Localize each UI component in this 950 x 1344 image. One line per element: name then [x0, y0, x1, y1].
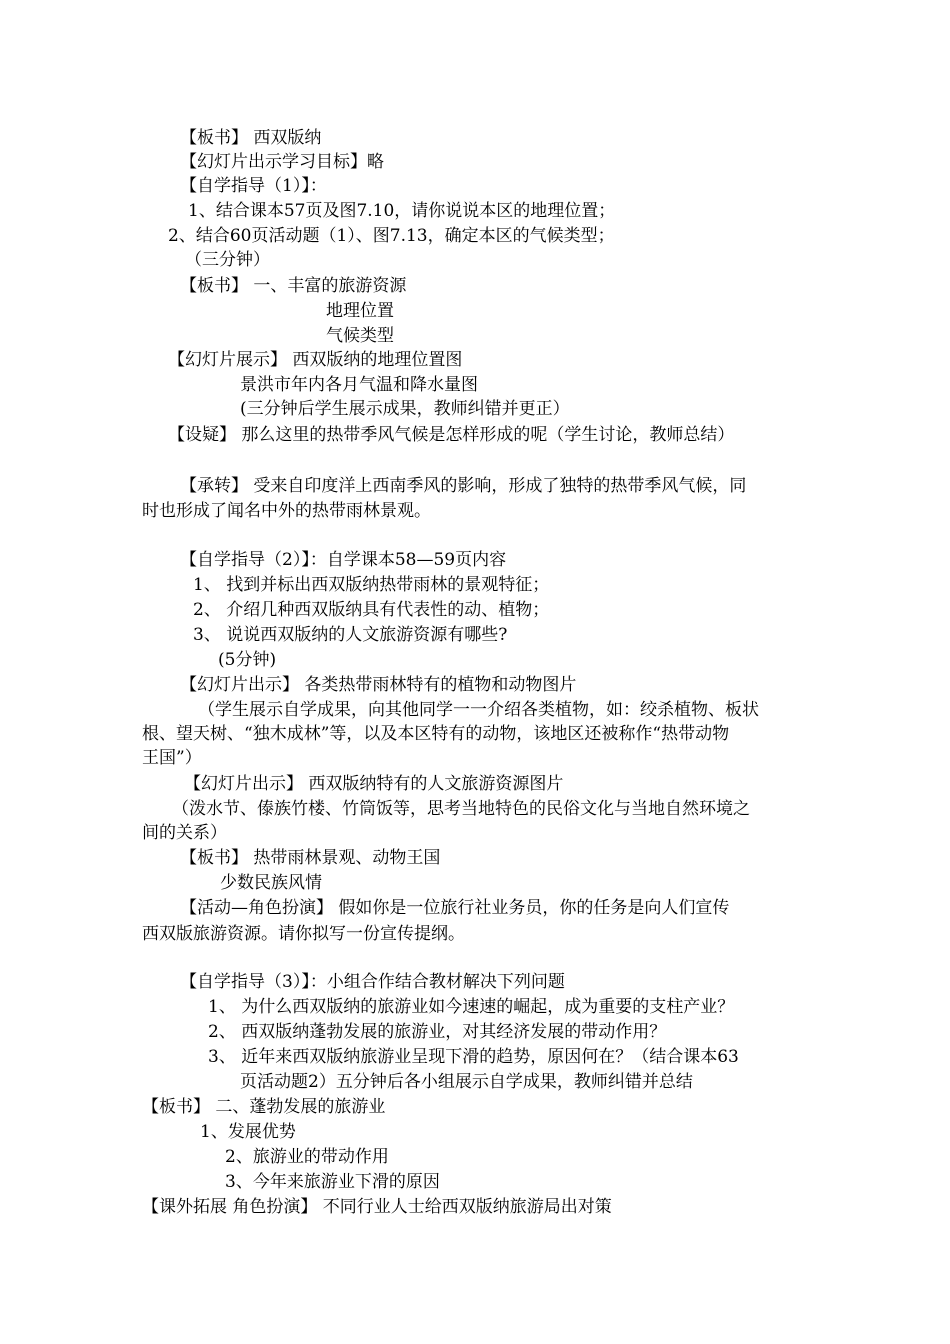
text-line: 1、 找到并标出西双版纳热带雨林的景观特征；	[193, 575, 550, 595]
text-line: 【自学指导（2）】：自学课本58—59页内容	[180, 550, 507, 570]
text-line: 【承转】 受来自印度洋上西南季风的影响，形成了独特的热带季风气候，同	[180, 476, 747, 496]
text-line: 间的关系）	[142, 823, 227, 843]
text-line: 【自学指导（3）】：小组合作结合教材解决下列问题	[180, 972, 565, 992]
text-line: 王国”）	[142, 748, 202, 768]
text-line: 2、 介绍几种西双版纳具有代表性的动、植物；	[193, 600, 550, 620]
text-line: 根、望天树、“独木成林”等，以及本区特有的动物，该地区还被称作“热带动物	[142, 724, 730, 744]
text-line: 3、 近年来西双版纳旅游业呈现下滑的趋势，原因何在？（结合课本63	[208, 1047, 739, 1067]
text-line: 1、发展优势	[200, 1122, 296, 1142]
text-line: 地理位置	[326, 301, 394, 321]
text-line: 【设疑】 那么这里的热带季风气候是怎样形成的呢（学生讨论，教师总结）	[168, 425, 735, 445]
text-line: 3、 说说西双版纳的人文旅游资源有哪些?	[193, 625, 508, 645]
text-line: 【板书】 一、丰富的旅游资源	[180, 276, 407, 296]
text-line: (5分钟)	[218, 650, 277, 670]
text-line: 【课外拓展 角色扮演】 不同行业人士给西双版纳旅游局出对策	[142, 1197, 612, 1217]
text-line: 气候类型	[326, 326, 394, 346]
text-line: 1、结合课本57页及图7.10，请你说说本区的地理位置；	[188, 201, 616, 221]
text-line: （泼水节、傣族竹楼、竹筒饭等，思考当地特色的民俗文化与当地自然环境之	[172, 799, 750, 819]
text-line: 景洪市年内各月气温和降水量图	[240, 375, 478, 395]
text-line: 少数民族风情	[220, 873, 322, 893]
text-line: 【幻灯片展示】 西双版纳的地理位置图	[168, 350, 463, 370]
text-line: 【板书】 二、蓬勃发展的旅游业	[142, 1097, 386, 1117]
text-line: 2、结合60页活动题（1）、图7.13，确定本区的气候类型；	[168, 226, 615, 246]
text-line: 时也形成了闻名中外的热带雨林景观。	[142, 501, 431, 521]
text-line: 3、今年来旅游业下滑的原因	[225, 1172, 440, 1192]
text-line: 【板书】 热带雨林景观、动物王国	[180, 848, 441, 868]
text-line: （学生展示自学成果，向其他同学一一介绍各类植物，如：绞杀植物、板状	[198, 700, 759, 720]
text-line: 西双版旅游资源。请你拟写一份宣传提纲。	[142, 924, 465, 944]
text-line: 【幻灯片出示学习目标】略	[180, 152, 384, 172]
text-line: 页活动题2）五分钟后各小组展示自学成果，教师纠错并总结	[240, 1072, 693, 1092]
text-line: 【幻灯片出示】 西双版纳特有的人文旅游资源图片	[184, 774, 564, 794]
text-line: 2、 西双版纳蓬勃发展的旅游业，对其经济发展的带动作用？	[208, 1022, 667, 1042]
text-line: 【幻灯片出示】 各类热带雨林特有的植物和动物图片	[180, 675, 577, 695]
text-line: 2、旅游业的带动作用	[225, 1147, 389, 1167]
text-line: 【板书】 西双版纳	[180, 128, 322, 148]
text-line: (三分钟后学生展示成果，教师纠错并更正）	[240, 399, 570, 419]
text-line: 【活动—角色扮演】 假如你是一位旅行社业务员，你的任务是向人们宣传	[180, 898, 730, 918]
text-line: 【自学指导（1）】：	[180, 176, 327, 196]
text-line: （三分钟）	[185, 250, 270, 270]
text-line: 1、 为什么西双版纳的旅游业如今速速的崛起，成为重要的支柱产业？	[208, 997, 735, 1017]
